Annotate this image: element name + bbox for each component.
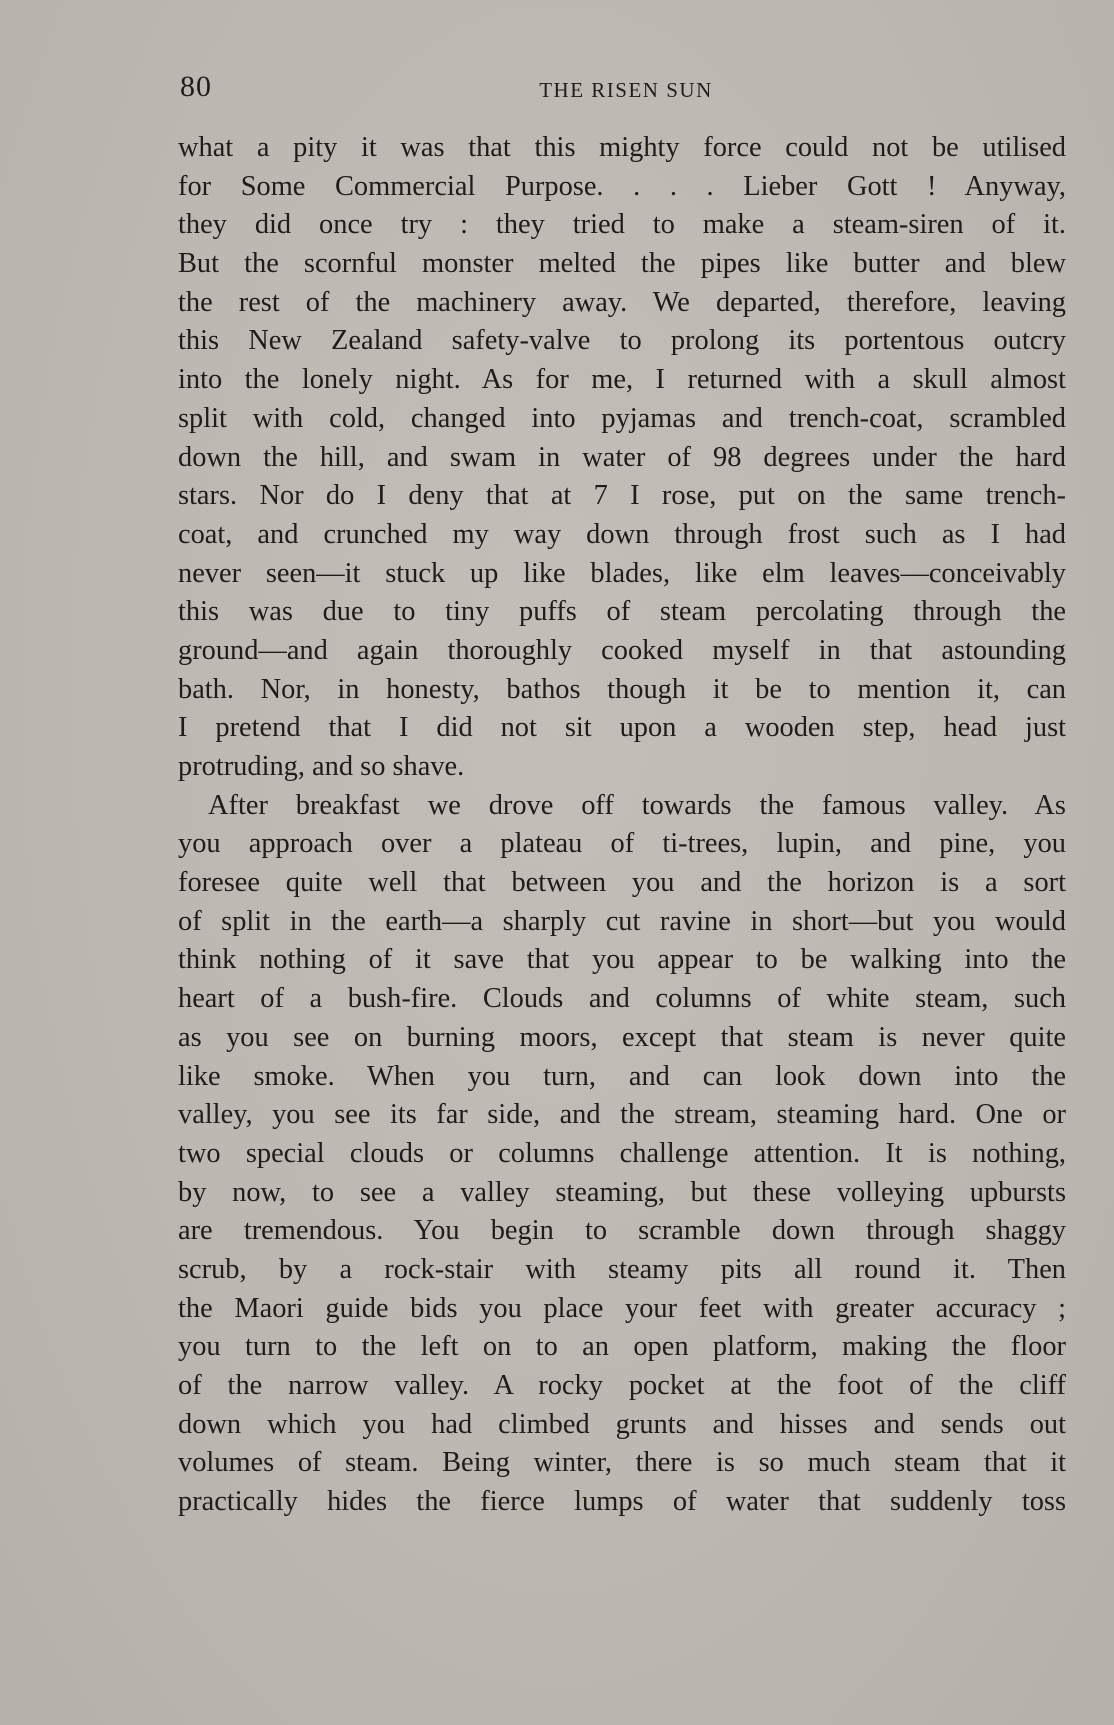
text-line: of the narrow valley. A rocky pocket at the foot of the cliff <box>178 1370 1066 1401</box>
text-line: ground—and again thoroughly cooked myself in that astounding <box>178 634 1066 666</box>
text-line: are tremendous. You begin to scramble down through shaggy <box>178 1215 1066 1247</box>
paragraph-end-line: protruding, and so shave. <box>178 751 465 782</box>
running-title: THE RISEN SUN <box>539 78 713 102</box>
text-line: down which you had climbed grunts and hisses and sends out <box>178 1408 1066 1440</box>
page-number: 80 <box>180 70 212 103</box>
paragraph-start-line: After breakfast we drove off towards the famous valley. As <box>208 789 1066 821</box>
text-line: practically hides the fierce lumps of water that suddenly toss <box>178 1486 1066 1518</box>
text-line: like smoke. When you turn, and can look down into the <box>178 1060 1066 1092</box>
text-line: coat, and crunched my way down through frost such as I had <box>178 518 1066 550</box>
text-line: the Maori guide bids you place your feet with greater accuracy ; <box>178 1292 1066 1324</box>
text-line: valley, you see its far side, and the stream, steaming hard. One or <box>178 1099 1066 1131</box>
text-line: you approach over a plateau of ti-trees, lupin, and pine, you <box>178 828 1066 860</box>
text-line: But the scornful monster melted the pipes like butter and blew <box>178 248 1066 280</box>
text-line: this New Zealand safety-valve to prolong its portentous outcry <box>178 325 1066 357</box>
text-line: I pretend that I did not sit upon a wooden step, head just <box>178 712 1066 744</box>
text-line: this was due to tiny puffs of steam percolating through the <box>178 596 1066 628</box>
text-line: for Some Commercial Purpose. . . . Lieber Gott ! Anyway, <box>178 170 1066 202</box>
text-line: of split in the earth—a sharply cut ravine in short—but you would <box>178 905 1066 937</box>
text-line: as you see on burning moors, except that steam is never quite <box>178 1021 1066 1053</box>
running-head <box>178 66 1066 106</box>
text-line: foresee quite well that between you and the horizon is a sort <box>178 867 1066 899</box>
text-line: the rest of the machinery away. We departed, therefore, leaving <box>178 286 1066 318</box>
text-line: by now, to see a valley steaming, but these volleying upbursts <box>178 1176 1066 1208</box>
body-text <box>178 129 1066 1522</box>
text-line: two special clouds or columns challenge attention. It is nothing, <box>178 1137 1066 1169</box>
text-line: stars. Nor do I deny that at 7 I rose, put on the same trench- <box>178 480 1066 512</box>
text-line: heart of a bush-fire. Clouds and columns of white steam, such <box>178 983 1066 1015</box>
text-line: what a pity it was that this mighty force could not be utilised <box>178 132 1066 163</box>
text-line: down the hill, and swam in water of 98 degrees under the hard <box>178 441 1066 473</box>
text-line: think nothing of it save that you appear to be walking into the <box>178 944 1066 976</box>
text-line: into the lonely night. As for me, I returned with a skull almost <box>178 364 1066 396</box>
text-line: never seen—it stuck up like blades, like elm leaves—conceivably <box>178 557 1066 589</box>
text-line: scrub, by a rock-stair with steamy pits all round it. Then <box>178 1253 1066 1285</box>
text-line: volumes of steam. Being winter, there is so much steam that it <box>178 1447 1066 1479</box>
text-line: you turn to the left on to an open platform, making the floor <box>178 1331 1066 1363</box>
text-line: split with cold, changed into pyjamas and trench-coat, scrambled <box>178 402 1066 434</box>
text-line: bath. Nor, in honesty, bathos though it be to mention it, can <box>178 673 1066 705</box>
text-line: they did once try : they tried to make a steam-siren of it. <box>178 209 1066 241</box>
